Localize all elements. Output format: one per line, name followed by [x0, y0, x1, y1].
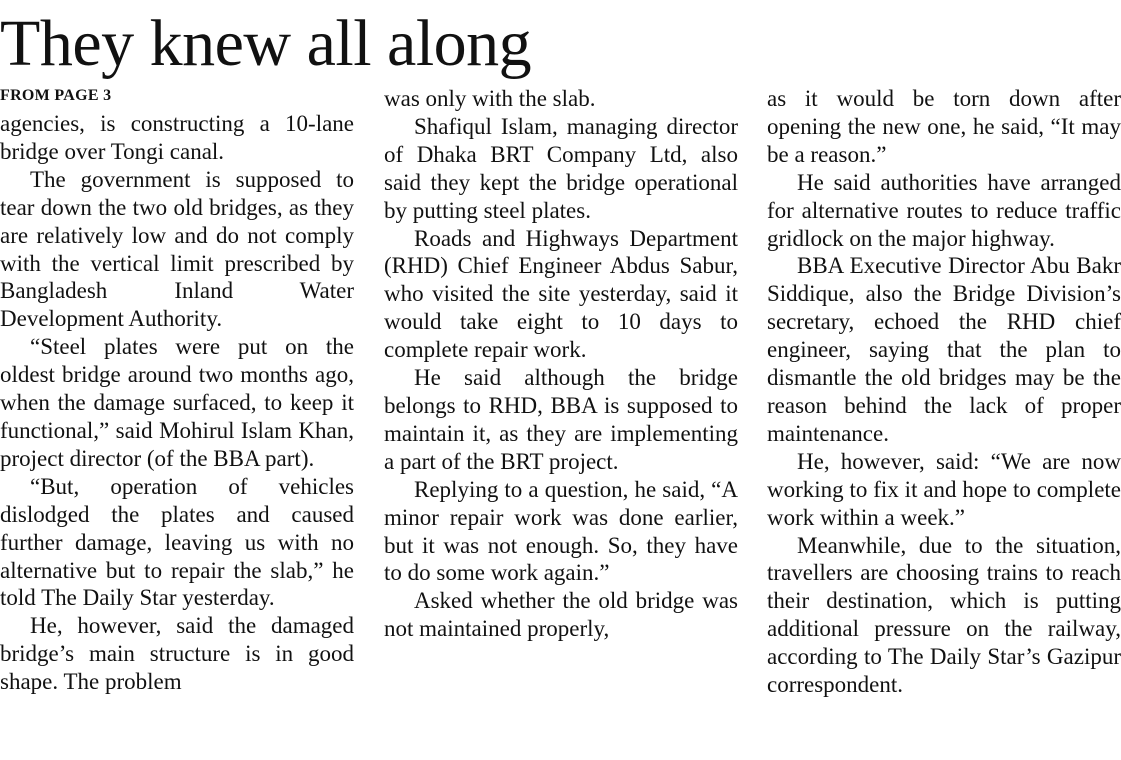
paragraph: BBA Executive Director Abu Bakr Siddique, also the Bridge Division’s secretary, echoed the RHD chief engineer, saying that the plan to dismantle the old bridges may be the reason behind the lack of proper maintenance. [767, 253, 1121, 446]
paragraph: Asked whether the old bridge was not maintained properly, [384, 588, 738, 642]
paragraph: agencies, is constructing a 10-lane bridge over Tongi canal. [0, 111, 354, 164]
paragraph: “Steel plates were put on the oldest bridge around two months ago, when the damage surfaced, to keep it functional,” said Mohirul Islam Khan, project director (of the BBA part). [0, 334, 354, 471]
paragraph: Shafiqul Islam, managing director of Dhaka BRT Company Ltd, also said they kept the bridge operational by putting steel plates. [384, 113, 738, 223]
headline: They knew all along [0, 7, 532, 80]
article-column-1 [0, 110, 354, 696]
paragraph: Replying to a question, he said, “A minor repair work was done earlier, but it was not enough. So, they have to do some work again.” [384, 476, 738, 586]
paragraph: “But, operation of vehicles dislodged the plates and caused further damage, leaving us with no alternative but to repair the slab,” he told The Daily Star yesterday. [0, 473, 354, 611]
paragraph: was only with the slab. [384, 86, 596, 111]
paragraph: Meanwhile, due to the situation, travellers are choosing trains to reach their destination, which is putting additional pressure on the railway, according to The Daily Star’s Gazipur correspondent. [767, 532, 1121, 698]
article-column-2 [384, 85, 738, 643]
paragraph: He said although the bridge belongs to RHD, BBA is supposed to maintain it, as they are implementing a part of the BRT project. [384, 365, 738, 474]
paragraph: as it would be torn down after opening the new one, he said, “It may be a reason.” [767, 86, 1121, 167]
paragraph: Roads and Highways Department (RHD) Chief Engineer Abdus Sabur, who visited the site yesterday, said it would take eight to 10 days to complete repair work. [384, 225, 738, 363]
paragraph: He said authorities have arranged for alternative routes to reduce traffic gridlock on the major highway. [767, 169, 1121, 251]
jump-line: FROM PAGE 3 [0, 87, 112, 104]
article-column-3 [767, 85, 1121, 699]
paragraph: He, however, said: “We are now working to fix it and hope to complete work within a week.” [767, 448, 1121, 530]
paragraph: He, however, said the damaged bridge’s main structure is in good shape. The problem [0, 613, 354, 695]
paragraph: The government is supposed to tear down the two old bridges, as they are relatively low and do not comply with the vertical limit prescribed by Bangladesh Inland Water Development Authority. [0, 166, 354, 332]
